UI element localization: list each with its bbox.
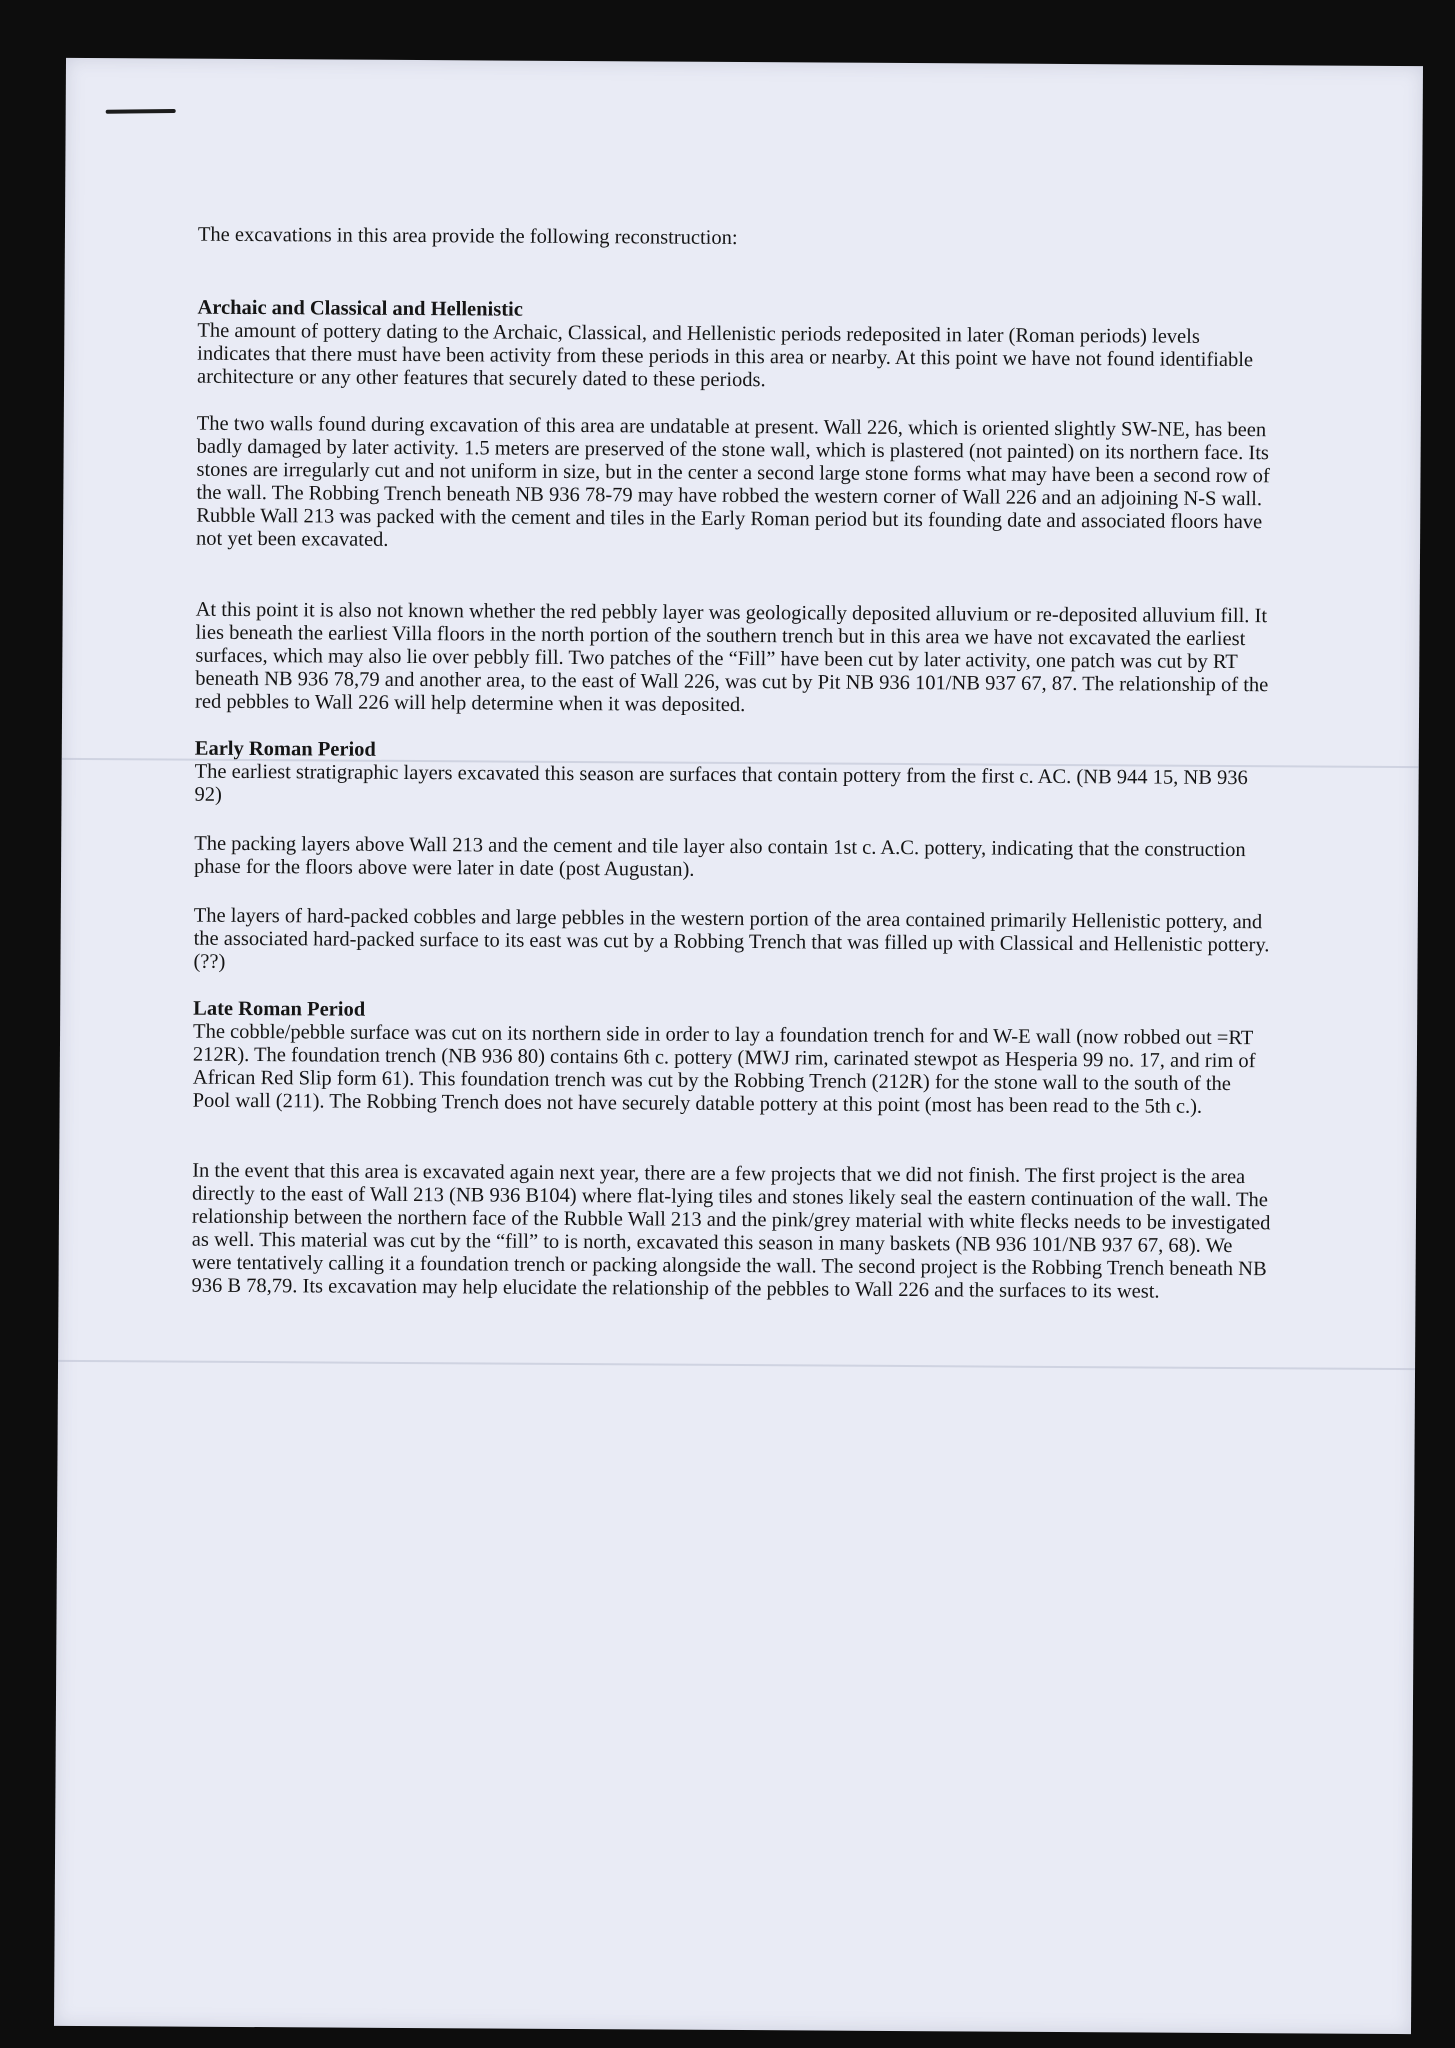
heading-archaic-classical-hellenistic: Archaic and Classical and Hellenistic — [197, 296, 523, 321]
paragraph: The earliest stratigraphic layers excavated this season are surfaces that contain pottery from the first c. AC. (NB 944 15, NB 936 92) — [194, 760, 1248, 806]
paragraph: The packing layers above Wall 213 and the cement and tile layer also contain 1st c. A.C. pottery, indicating that the construction phase for the floors above were later in date (post Augustan). — [194, 832, 1246, 881]
staple-mark — [106, 109, 176, 114]
paragraph: At this point it is also not known whether the red pebbly layer was geologically deposited alluvium or re-deposited alluvium fill. It lies beneath the earliest Villa floors in the north portion of the southern trench but in this area we have not excavated the earliest surfaces, which may also lie over pebbly fill. Two patches of the “Fill” have been cut by later activity, one patch was cut by RT beneath NB 936 78,79 and another area, to the east of Wall 226, was cut by Pit NB 936 101/NB 937 67, 87. The relationship of the red pebbles to Wall 226 will help determine when it was deposited. — [195, 598, 1269, 717]
intro-sentence: The excavations in this area provide the following reconstruction: — [197, 223, 738, 249]
paragraph: The cobble/pebble surface was cut on its northern side in order to lay a foundation trench for and W-E wall (now robbed out =RT 212R). The foundation trench (NB 936 80) contains 6th c. pottery (MWJ rim, carinated stewpot as Hesperia 99 no. 17, and rim of African Red Slip form 61). This foundation trench was cut by the Robbing Trench (212R) for the stone wall to the south of the Pool wall (211). The Robbing Trench does not have securely datable pottery at this point (most has been read to the 5th c.). — [192, 1020, 1256, 1118]
paragraph: The layers of hard-packed cobbles and large pebbles in the western portion of the area contained primarily Hellenistic pottery, and the associated hard-packed surface to its east was cut by a Robbing Trench that was filled up with Classical and Hellenistic pottery. (??) — [193, 904, 1270, 973]
paragraph: The amount of pottery dating to the Archaic, Classical, and Hellenistic periods redeposited in later (Roman periods) levels indicates that there must have been activity from these periods in this area or nearby. At this point we have not found identifiable architecture or any other features that securely dated to these periods. — [197, 319, 1254, 392]
document-body — [191, 224, 1278, 1305]
heading-late-roman-period: Late Roman Period — [193, 997, 366, 1021]
paragraph: The two walls found during excavation of this area are undatable at present. Wall 226, which is oriented slightly SW-NE, has been badly damaged by later activity. 1.5 meters are preserved of the stone wall, which is plastered (not painted) on its northern face. Its stones are irregularly cut and not uniform in size, but in the center a second large stone forms what may have been a second row of the wall. The Robbing Trench beneath NB 936 78-79 may have robbed the western corner of Wall 226 and an adjoining N-S wall. Rubble Wall 213 was packed with the cement and tiles in the Early Roman period but its founding date and associated floors have not yet been excavated. — [196, 412, 1270, 551]
fold-line — [58, 1360, 1415, 1370]
paragraph: In the event that this area is excavated again next year, there are a few projects that we did not finish. The first project is the area directly to the east of Wall 213 (NB 936 B104) where flat-lying tiles and stones likely seal the eastern continuation of the wall. The relationship between the northern face of the Rubble Wall 213 and the pink/grey material with white flecks needs to be investigated as well. This material was cut by the “fill” to is north, excavated this season in many baskets (NB 936 101/NB 937 67, 68). We were tentatively calling it a foundation trench or packing alongside the wall. The second project is the Robbing Trench beneath NB 936 B 78,79. Its excavation may help elucidate the relationship of the pebbles to Wall 226 and the surfaces to its west. — [191, 1159, 1271, 1303]
heading-early-roman-period: Early Roman Period — [194, 737, 376, 761]
document-page — [54, 58, 1423, 2034]
